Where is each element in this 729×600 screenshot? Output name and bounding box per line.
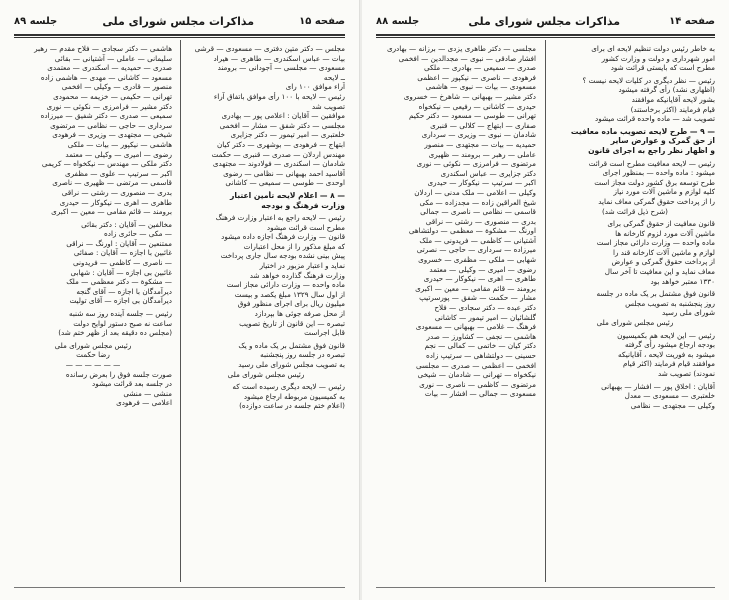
text-line: — مشکوة — دکتر معظمی — ملک (66, 277, 172, 287)
text-line: به کمیسیون مربوطه ارجاع میشود (243, 391, 345, 401)
text-line: قاسمی — مرتضی — ظهیری — ناصری (52, 178, 172, 188)
text-line: نماید و اعتبار مزبور در اختیار (259, 261, 345, 271)
text-line: معاف نماید و این معافیت تا آخر سال (604, 267, 715, 277)
text-line: فرهنگ — غلامی — بهبهانی — مسعودی (415, 322, 536, 332)
text-line: مجلسی — دکتر طاهری یزدی — برزانه — بهادری (386, 44, 536, 53)
text-line: هاشمی — دکتر سجادی — فلاح مقدم — رهبر (34, 44, 172, 53)
text-line: از محل صرفه جوئی ها بپردازد (254, 309, 345, 319)
text-line: آراء موافق ۱۰۰ رای (285, 82, 345, 92)
text-line: مجلسی — دکتر شفق — مشار — افخمی (219, 120, 345, 130)
right-page-right-column (555, 44, 715, 582)
text-line: لوازم و ماشین آلات کارخانه قند را (613, 247, 715, 257)
text-line: قانون فوق مشتمل بر یک ماده و یک (238, 340, 345, 350)
text-line: غائبین بی اجازه — آقایان : شهابی (70, 267, 172, 277)
text-line: (اظهاری نشد) رأی گرفته میشود (618, 85, 715, 95)
footer-rule (14, 587, 345, 588)
text-line: رضوی — امیری — وکیلی — معتمد (429, 264, 536, 274)
text-line: ماشین آلات مورد لزوم کارخانه ها (615, 228, 715, 238)
left-page-left-column (14, 44, 172, 582)
text-line: شادمان — اسکندری — فولادوند — مجتهدی (212, 159, 345, 169)
text-line: مسعودی — مجلسی — آجودانی — برومند (217, 63, 345, 73)
text-line: دکتر مشیر — فرامرزی — نکوئی — نوری (46, 101, 172, 111)
left-page (0, 0, 360, 600)
text-line: میشود : ماده واحده — بمنظور اجرای (602, 168, 715, 178)
text-line: سمیعی — صدری — دکتر شفیق — میرزاده (40, 111, 172, 121)
text-line: — — — — — — (65, 360, 121, 369)
text-line: تهرانی — حکیمی — خزیمه — محمودی (53, 91, 172, 101)
text-line: قانون — وزارت فرهنگ اجازه داده میشود (221, 232, 345, 242)
text-line: (شرح ذیل قرائت شد) (602, 206, 668, 216)
right-page-header (376, 10, 715, 32)
text-line: وکیلی — مجتهدی — نظامی (630, 400, 715, 410)
text-line: بیات — عباس اسکندری — طاهری — هیراد (213, 53, 345, 63)
text-line: فرهودی — ناصری — نیکپور — اعظمی (417, 72, 536, 82)
section-heading: — ۸ — اعلام لایحه تأمین اعتبار (230, 190, 345, 200)
header-rule-thin (14, 37, 345, 38)
text-line: مرتضوی — کاظمی — ناصری — نوری (419, 379, 536, 389)
header-rule (14, 34, 345, 36)
text-line: هاشمی — نجفی — کشاورز — صدر (426, 331, 536, 341)
text-line: مطرح است که بایستی قرائت شود (610, 63, 715, 73)
right-page-title: مذاکرات مجلس شورای ملی (468, 14, 620, 28)
text-line: نیکخواه — تهرانی — شادمان — شیخی (417, 370, 536, 380)
text-line: تبصره در جلسه روز پنجشنبه (260, 350, 345, 360)
text-line: — مکی — حائری زاده (104, 229, 172, 239)
text-line: در جلسه بعد قرائت میشود (92, 379, 172, 389)
text-line: شهابی — ملکی — مظفری — خسروی (418, 255, 536, 265)
text-line: موافقند قیام فرمایند (اکثر قیام (623, 359, 715, 369)
column-divider (180, 40, 181, 582)
text-line: رئیس — لایحه راجع به اعتبار وزارت فرهنگ (215, 213, 345, 223)
text-line: شورای ملی رسید (661, 308, 715, 318)
header-rule (376, 34, 715, 36)
text-line: رئیس — نظر دیگری در کلیات لایحه نیست ؟ (582, 75, 715, 85)
text-line: گلشائیان — امیر تیمور — کاشانی (434, 312, 536, 322)
text-line: خلعتبری — امیر تیمور — دکتر جزایری (230, 130, 345, 140)
section-heading: وزارت فرهنگ و بودجه (261, 200, 345, 210)
text-line: اعلامی — فرهودی (116, 398, 172, 408)
text-line: قانون معافیت از حقوق گمرکی برای (607, 219, 715, 229)
text-line: ممتنعین — آقایان : اورنگ — نراقی (66, 238, 172, 248)
text-line: مخالفین — آقایان : دکتر بقائی (81, 219, 172, 229)
text-line: را از پرداخت حقوق گمرکی معاف نماید (598, 196, 715, 206)
text-line: مرتضوی — فرامرزی — نکوئی — نوری (416, 159, 536, 169)
right-page-number: صفحه ۱۴ (669, 15, 715, 27)
text-line: ماده واحده — وزارت دارائی مجاز است (226, 280, 345, 290)
text-line: صورت جلسه فوق را بعرض رسانده (65, 369, 172, 379)
right-page (362, 0, 729, 600)
text-line: بشور لایحه آقایانیکه موافقند (631, 94, 715, 104)
text-line: نمودند) تصویب شد (657, 369, 715, 378)
left-page-right-column (187, 44, 345, 582)
text-line: مسعودی — بیات — نبوی — هاشمی (425, 82, 536, 92)
text-line: رئیس — لایحه دیگری رسیده است که (232, 382, 345, 392)
text-line: میلیون ریال برای اجرای منظور فوق (237, 299, 345, 309)
text-line: خلعتبری — مسعودی — معدل (624, 391, 715, 401)
text-line: شیخ العراقین زاده — مجدزاده — مکی (419, 197, 536, 207)
text-line: مطرح است قرائت میشود (266, 222, 345, 232)
text-line: تبصره — این قانون از تاریخ تصویب (239, 318, 345, 328)
text-line: مشار — حکمت — شفق — پورسرتیپ (419, 293, 536, 303)
text-line: رئیس مجلس شورای ملی (54, 340, 132, 350)
text-line: عاملی — رهبر — برومند — ظهیری (428, 149, 536, 159)
text-line: قانون فوق مشتمل بر یک ماده در جلسه (596, 289, 715, 299)
text-line: تهرانی — طوسی — مسعود — دکتر حکیم (408, 111, 536, 121)
text-line: رئیس مجلس شورای ملی (596, 318, 674, 328)
footer-rule (376, 587, 715, 588)
text-line: — ناصری — کاظمی — فریدونی (73, 258, 172, 268)
column-divider (545, 40, 546, 582)
section-heading: — ۹ — طرح لایحه تصویب ماده معافیت (570, 126, 715, 136)
text-line: منشی — منشی (123, 388, 172, 398)
left-session-label: جلسه ۸۹ (14, 15, 58, 27)
text-line: امور شهرداری و دولت و وزارت کشور (601, 53, 715, 63)
section-heading: و اظهار نظر راجع به اجرای قانون (588, 145, 715, 155)
text-line: آقاسید احمد بهبهانی — نظامی — رضوی (223, 168, 345, 178)
text-line: وکیلی — اعلامی — ملک مدنی — اردلان (414, 187, 536, 197)
text-line: تصویب شد (311, 101, 345, 111)
text-line: برومند — قائم مقامی — معین — اکبری (51, 207, 172, 217)
text-line: رضوی — امیری — وکیلی — معتمد (65, 149, 172, 159)
left-page-header (14, 10, 345, 32)
text-line: موافقین — آقایان : اعلامی پور — بهادری (221, 111, 345, 121)
text-line: مجلس — دکتر متین دفتری — مسعودی — قرشی (194, 44, 345, 53)
text-line: منصور — قادری — وکیلی — افخمی (61, 82, 172, 92)
text-line: حسینی — دولتشاهی — سرتیپ زاده (425, 351, 536, 360)
text-line: کلیه لوازم و ماشین آلات مورد نیاز (613, 187, 715, 197)
text-line: میشود به فوریت لایحه ، آقایانیکه (617, 349, 715, 359)
text-line: که مبلغ مذکور را از محل اعتبارات (243, 241, 345, 251)
text-line: ماده واحده — وزارت دارائی مجاز است (596, 238, 715, 248)
right-session-label: جلسه ۸۸ (376, 15, 420, 27)
text-line: قابل اجراست (304, 328, 345, 338)
left-page-number: صفحه ۱۵ (299, 15, 345, 27)
text-line: شادمان — نبوی — وزیری — سرداری (421, 130, 536, 140)
text-line: رئیس — لایحه با ۱۰۰ رأی موافق باتفاق آراء (213, 91, 345, 101)
text-line: روز پنجشنبه به تصویب مجلس (625, 298, 715, 308)
text-line: طاهری — اهری — نیکوکار — حیدری (59, 197, 172, 207)
text-line: قاسمی — نظامی — ناصری — جمالی (420, 207, 536, 217)
text-line: وزارت فرهنگ گذارده خواهد شد (249, 270, 345, 280)
text-line: ــ لایحه (323, 72, 345, 82)
text-line: صفاری — ابتهاج — کلالی — قنبری (430, 120, 536, 130)
text-line: تصویب شد — ماده واحده قرائت میشود (595, 114, 715, 124)
text-line: برومند — قائم مقامی — معین — اکبری (415, 283, 536, 293)
text-line: از اول سال ۱۳۲۹ مبلغ یکصد و بیست (234, 289, 345, 299)
text-line: (مجلس ده دقیقه بعد از ظهر ختم شد) (58, 328, 172, 338)
text-line: ابتهاج — فرهودی — بوشهری — دکتر کیان (216, 139, 345, 149)
text-line: افشار صادقی — نبوی — مجدالدین — افخمی (398, 53, 536, 63)
text-line: حیدری — کاشانی — رفیعی — نیکخواه (418, 101, 536, 111)
text-line: (اعلام ختم جلسه در ساعت دوازده) (239, 401, 345, 411)
text-line: میرزاده — سرداری — حاجی — نصرتی (416, 245, 536, 255)
text-line: رئیس — این لایحه هم بکمیسیون (617, 330, 715, 340)
right-page-left-column (376, 44, 536, 582)
text-line: به تصویب مجلس شورای ملی رسید (238, 360, 345, 369)
text-line: رئیس — لایحه معافیت مطرح است قرائت (588, 158, 715, 168)
text-line: ۱۳۳۰ معتبر خواهد بود (650, 276, 715, 286)
text-line: رضا حکمت (76, 350, 110, 360)
text-line: افخمی — اعظمی — صدری — مجلسی (415, 360, 536, 370)
text-line: دکتر عبده — دکتر سجادی — فلاح (434, 303, 536, 313)
text-line: صدری — سمیعی — بهادری — ملکی (423, 63, 536, 73)
text-line: شیخی — مجتهدی — وزیری — فرهودی (52, 130, 172, 140)
text-line: اوحدی — طوسی — سمیعی — کاشانی (225, 178, 345, 188)
text-line: دکتر کیان — خاتمی — کمالی — نجم (424, 341, 536, 351)
text-line: اکبر — سرتیپ — نیکوکار — حیدری (427, 178, 536, 188)
text-line: اورنگ — مشکوة — معظمی — دولتشاهی (408, 226, 536, 236)
text-line: طرح توسعه برق کشور دولت مجاز است (594, 177, 715, 187)
text-line: مسعود — کاشانی — مهدی — هاشمی زاده (40, 72, 172, 82)
text-line: رئیس مجلس شورای ملی (227, 369, 305, 379)
text-line: بدری — منصوری — رشتی — نراقی (425, 216, 536, 226)
text-line: دکتر ملکی — مهندس — نیکخواه — کریمی (41, 159, 172, 169)
text-line: از پرداخت حقوق گمرکی و عوارض (611, 257, 715, 267)
text-line: به خاطر رئیس دولت تنظیم لایحه ای برای (591, 44, 715, 53)
header-rule-thin (376, 37, 715, 38)
text-line: آقایان : اخلاق پور — افشار — بهبهانی (601, 381, 715, 391)
text-line: دکتر جزایری — عباس اسکندری (440, 168, 536, 178)
text-line: مسعودی — جمالی — افشار — بیات (424, 389, 536, 399)
text-line: اکبر — سرتیپ — علوی — مظفری (64, 168, 172, 178)
text-line: غائبین با اجازه — آقایان : صفائی (73, 248, 172, 258)
text-line: قیام فرمایند (اکثر برخاستند) (630, 104, 715, 114)
text-line: دیرآمدگان با اجازه — آقای گنجه (76, 286, 172, 296)
text-line: بودجه ارجاع میشود رأی گرفته (624, 340, 715, 350)
text-line: آشتیانی — کاظمی — فریدونی — ملک (419, 235, 536, 245)
text-line: رئیس — جلسه آینده روز سه شنبه (69, 309, 172, 319)
text-line: دکتر مشیر — بهبهانی — شاهرخ — خسروی (403, 91, 536, 101)
text-line: دیرآمدگان بی اجازه — آقای تولیت (69, 296, 172, 306)
text-line: طاهری — اهری — نیکوکار — حیدری (423, 274, 536, 284)
left-page-title: مذاکرات مجلس شورای ملی (102, 14, 254, 28)
text-line: مهندس اردلان — صدری — قنبری — حکمت (211, 149, 345, 159)
text-line: صدری — حمیدیه — اسکندری — معتمدی (47, 63, 172, 73)
text-line: ساعت نه صبح دستور لوایح دولت (73, 318, 172, 328)
text-line: حمیدیه — بیات — مجتهدی — منصور (424, 139, 536, 149)
text-line: بدری — منصوری — رشتی — نراقی (61, 187, 172, 197)
text-line: پیش بینی نشده بودجه سال جاری پرداخت (220, 251, 345, 261)
text-line: هاشمی — نیکپور — بیات — ملکی (67, 139, 172, 149)
section-heading: از حق گمرک و عوارض سایر (610, 136, 715, 146)
text-line: سلیمانی — عاملی — آشتیانی — بقائی (54, 53, 172, 63)
text-line: سرداری — حاجی — نظامی — مرتضوی (50, 120, 172, 130)
